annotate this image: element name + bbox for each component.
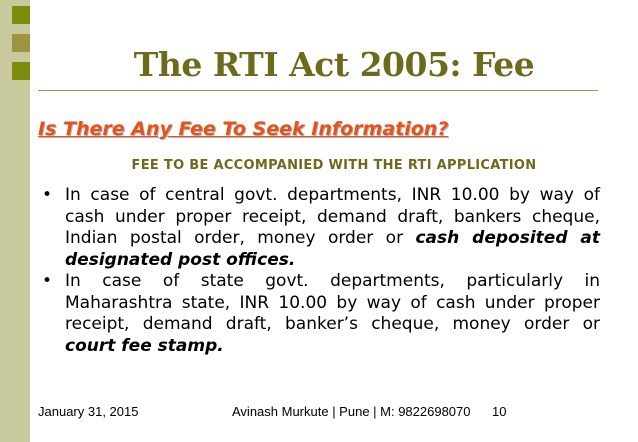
decorative-square	[12, 34, 30, 52]
bullet-icon: •	[42, 185, 53, 205]
title-divider	[38, 90, 598, 91]
footer-date: January 31, 2015	[38, 404, 139, 419]
bullet-text: In case of central govt. departments, INR 10.00 by way of cash under proper receipt, demand draft, bankers cheque, Indian postal order, money order or	[65, 185, 600, 248]
decorative-square	[12, 6, 30, 24]
fee-caption: FEE TO BE ACCOMPANIED WITH THE RTI APPLICATION	[131, 158, 537, 173]
bullet-icon: •	[42, 271, 53, 291]
bullet-item	[42, 185, 600, 271]
bullet-text: In case of state govt. departments, particularly in Maharashtra state, INR 10.00 by way of cash under proper receipt, demand draft, banker’s cheque, money order or	[65, 271, 600, 334]
bullet-emphasis: court fee stamp.	[65, 335, 224, 356]
slide-subtitle: Is There Any Fee To Seek Information?	[38, 118, 449, 140]
footer-page-number: 10	[492, 404, 507, 419]
bullet-item	[42, 271, 600, 357]
decorative-square	[12, 62, 30, 80]
bullet-list	[42, 185, 600, 357]
footer-author: Avinash Murkute | Pune | M: 9822698070	[232, 404, 471, 419]
bullet-emphasis: cash deposited at designated post offices.	[65, 228, 601, 270]
sidebar-band	[0, 0, 30, 442]
slide-title: The RTI Act 2005: Fee	[133, 45, 535, 84]
